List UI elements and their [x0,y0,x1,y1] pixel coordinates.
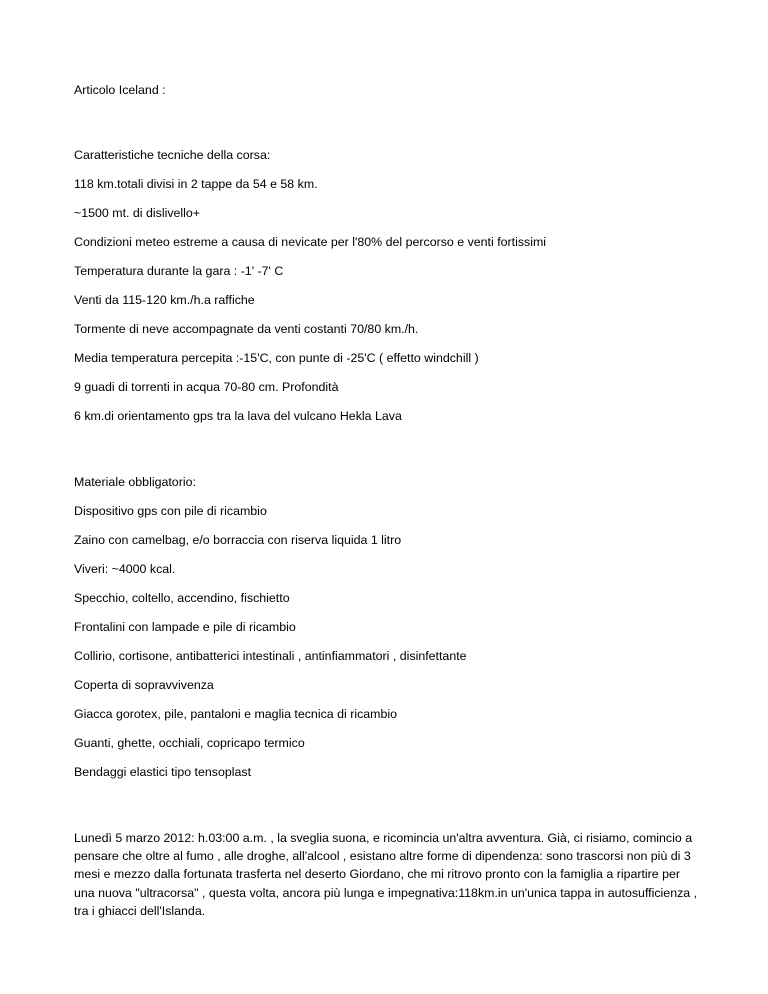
gear-heading: Materiale obbligatorio: [74,475,196,489]
gear-item: Giacca gorotex, pile, pantaloni e maglia tecnica di ricambio [74,707,398,721]
specs-heading: Caratteristiche tecniche della corsa: [74,148,271,162]
document-title: Articolo Iceland : [74,83,166,97]
gear-item: Zaino con camelbag, e/o borraccia con riserva liquida 1 litro [74,533,402,547]
spec-item: Tormente di neve accompagnate da venti costanti 70/80 km./h. [74,322,419,336]
story-paragraph: Lunedì 5 marzo 2012: h.03:00 a.m. , la sveglia suona, e ricomincia un'altra avventura. Già, ci risiamo, comincio a pensare che oltre al fumo , alle droghe, all'alcool , esistano altre forme di dipendenza: sono trascorsi non più di 3 mesi e mezzo dalla fortunata trasferta nel deserto Giordano, che mi ritrovo pronto con la famiglia a ripartire per una nuova "ultracorsa" , questa volta, ancora più lunga e impegnativa:118km.in un'unica tappa in autosufficienza , tra i ghiacci dell'Islanda. [74,831,698,918]
gear-item: Collirio, cortisone, antibatterici intestinali , antinfiammatori , disinfettante [74,649,467,663]
spec-item: 9 guadi di torrenti in acqua 70-80 cm. Profondità [74,380,339,394]
spec-item: Venti da 115-120 km./h.a raffiche [74,293,255,307]
gear-item: Dispositivo gps con pile di ricambio [74,504,267,518]
spec-item: 6 km.di orientamento gps tra la lava del vulcano Hekla Lava [74,409,402,423]
gear-item: Specchio, coltello, accendino, fischietto [74,591,290,605]
spec-item: Condizioni meteo estreme a causa di nevicate per l'80% del percorso e venti fortissimi [74,235,547,249]
spec-item: Temperatura durante la gara : -1' -7' C [74,264,284,278]
gear-item: Viveri: ~4000 kcal. [74,562,176,576]
spec-item: 118 km.totali divisi in 2 tappe da 54 e 58 km. [74,177,318,191]
gear-item: Bendaggi elastici tipo tensoplast [74,765,252,779]
gear-item: Coperta di sopravvivenza [74,678,214,692]
spec-item: Media temperatura percepita :-15'C, con punte di -25'C ( effetto windchill ) [74,351,479,365]
gear-item: Frontalini con lampade e pile di ricambio [74,620,296,634]
gear-item: Guanti, ghette, occhiali, copricapo termico [74,736,305,750]
spec-item: ~1500 mt. di dislivello+ [74,206,201,220]
